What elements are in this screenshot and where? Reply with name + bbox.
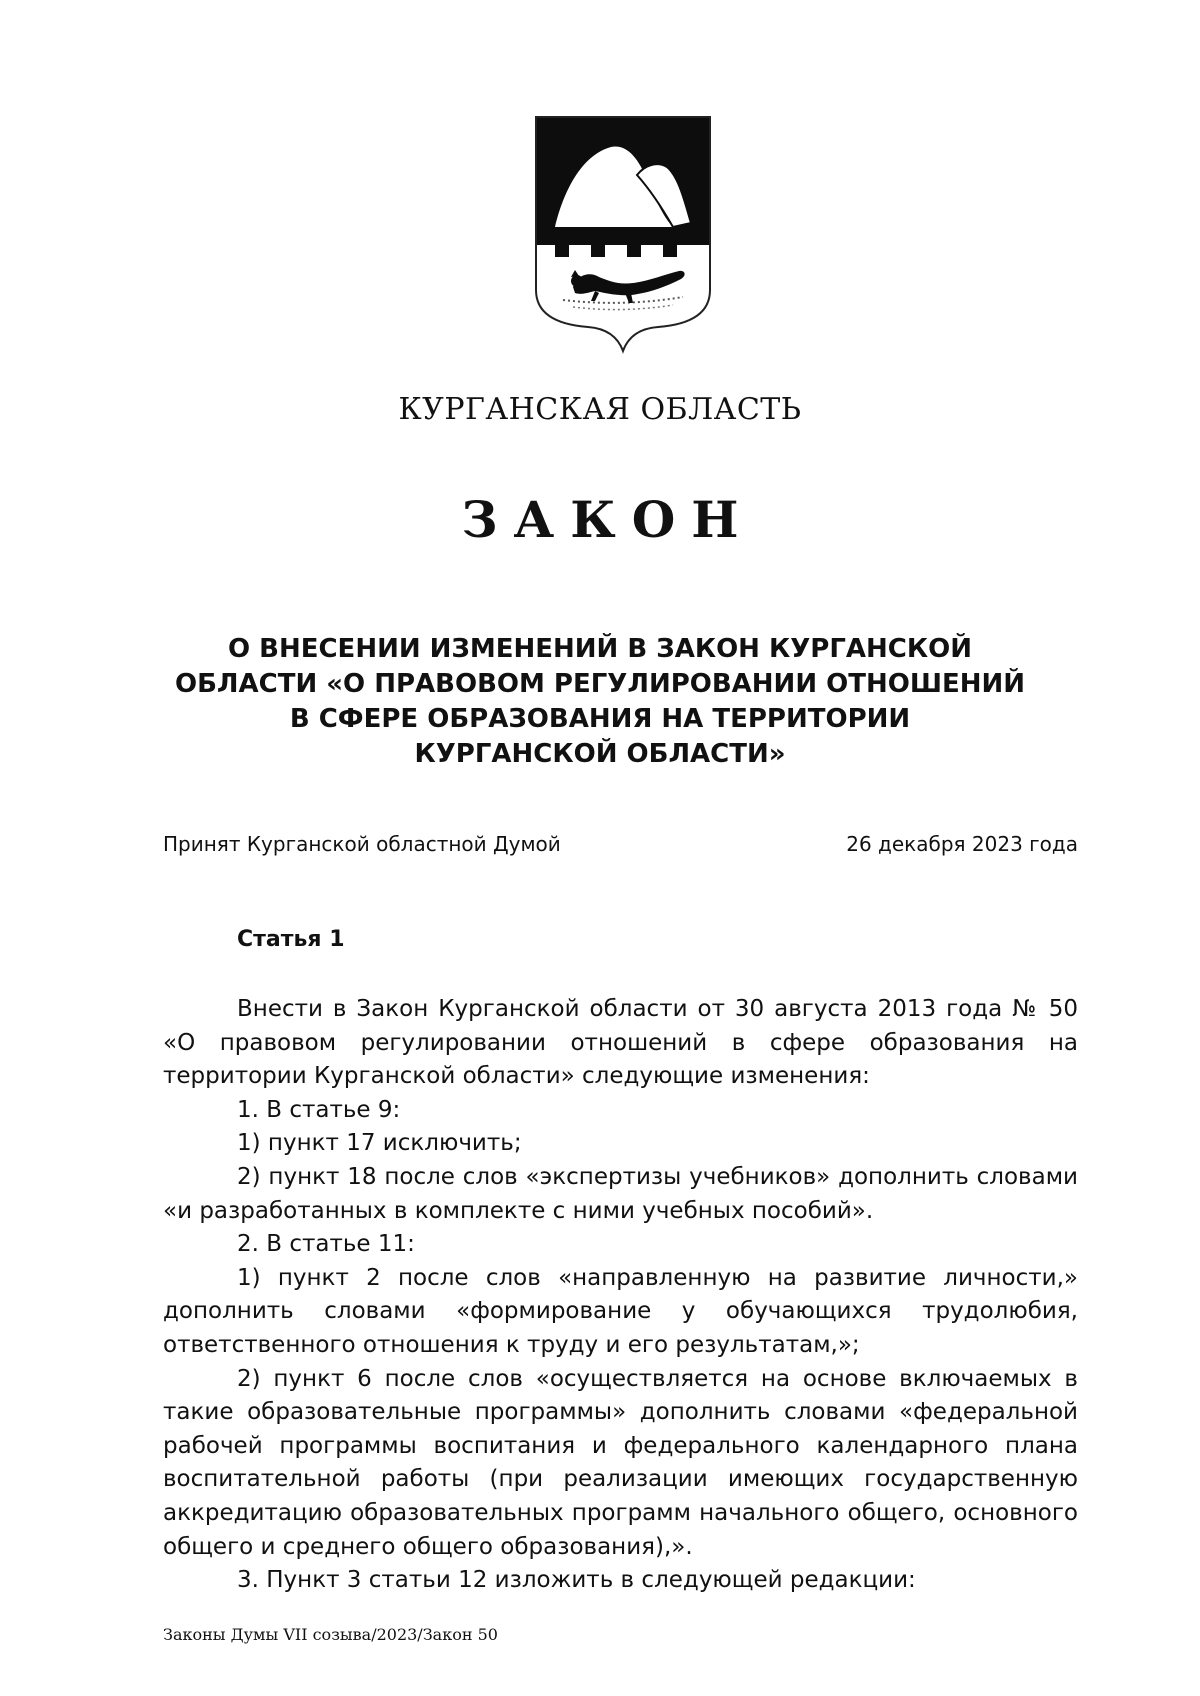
paragraph: 3. Пункт 3 статьи 12 изложить в следующей редакции:	[237, 1567, 916, 1594]
paragraph: 2. В статье 11:	[237, 1231, 415, 1258]
paragraph: 1) пункт 17 исключить;	[237, 1130, 522, 1157]
law-title	[150, 632, 1050, 772]
article-body	[163, 993, 1078, 1598]
law-title-line: КУРГАНСКОЙ ОБЛАСТИ»	[414, 739, 786, 769]
footer-reference: Законы Думы VII созыва/2023/Закон 50	[163, 1625, 498, 1644]
law-title-line: ОБЛАСТИ «О ПРАВОВОМ РЕГУЛИРОВАНИИ ОТНОШЕНИЙ	[175, 669, 1025, 699]
paragraph: 2) пункт 18 после слов «экспертизы учебников» дополнить словами «и разработанных в комплекте с ними учебных пособий».	[163, 1163, 1078, 1224]
coat-of-arms-emblem	[533, 115, 713, 355]
paragraph: 1. В статье 9:	[237, 1096, 401, 1123]
law-heading: ЗАКОН	[461, 490, 755, 549]
paragraph: 1) пункт 2 после слов «направленную на развитие личности,» дополнить словами «формирование у обучающихся трудолюбия, ответственного отношения к труду и его результатам,»;	[163, 1264, 1078, 1358]
adoption-line	[163, 832, 1078, 856]
law-title-line: О ВНЕСЕНИИ ИЗМЕНЕНИЙ В ЗАКОН КУРГАНСКОЙ	[227, 634, 972, 664]
law-title-line: В СФЕРЕ ОБРАЗОВАНИЯ НА ТЕРРИТОРИИ	[289, 704, 911, 734]
paragraph: 2) пункт 6 после слов «осуществляется на основе включаемых в такие образовательные программы» дополнить словами «федеральной рабочей программы воспитания и федерального календарного плана воспитательной работы (при реализации имеющих государственную аккредитацию образовательных программ начального общего, основного общего и среднего общего образования),».	[163, 1365, 1078, 1560]
region-title: КУРГАНСКАЯ ОБЛАСТЬ	[398, 392, 802, 427]
adopted-by: Принят Курганской областной Думой	[163, 832, 561, 856]
adopted-date: 26 декабря 2023 года	[846, 832, 1078, 856]
paragraph: Внести в Закон Курганской области от 30 августа 2013 года № 50 «О правовом регулировании отношений в сфере образования на территории Курганской области» следующие изменения:	[163, 996, 1078, 1090]
article-heading: Статья 1	[237, 927, 345, 952]
